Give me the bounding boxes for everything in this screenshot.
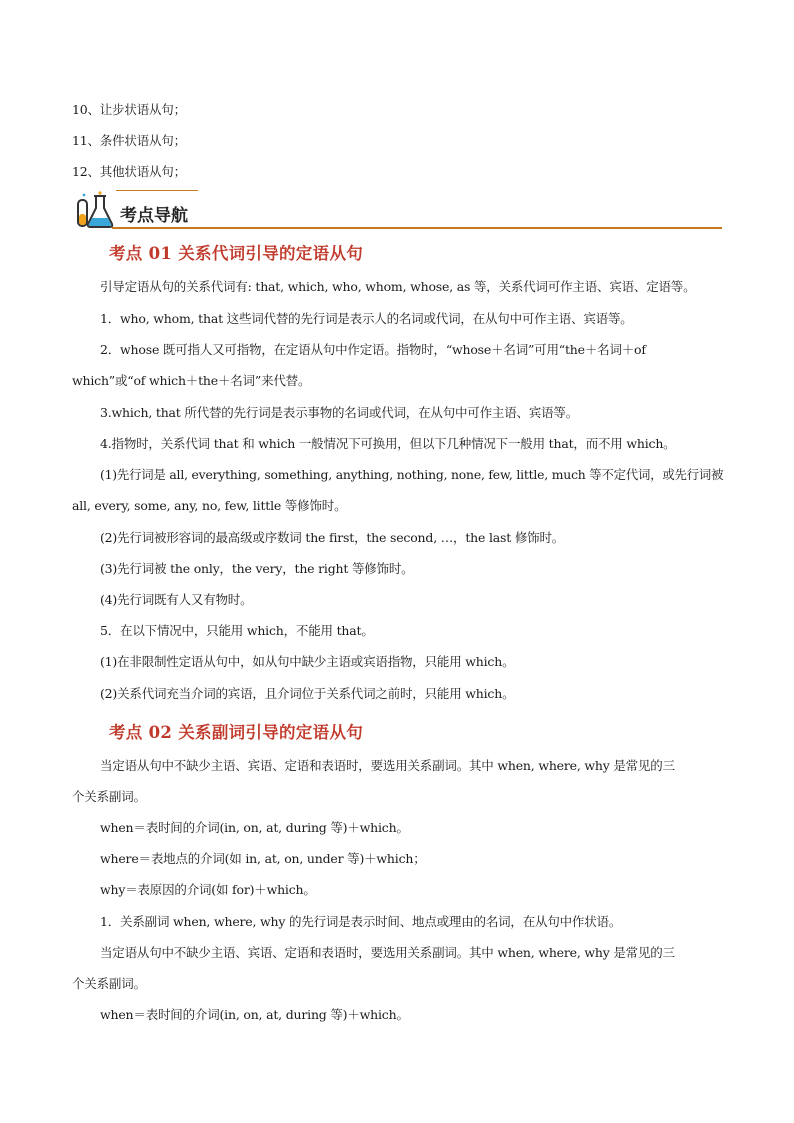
paragraph-line: why＝表原因的介词(如 for)＋which。 bbox=[100, 882, 316, 897]
paragraph-line: 3.which, that 所代替的先行词是表示事物的名词或代词，在从句中可作主语、宾语等。 bbox=[100, 405, 578, 420]
paragraph-line: when＝表时间的介词(in, on, at, during 等)＋which。 bbox=[100, 820, 409, 835]
banner-underline bbox=[112, 227, 722, 229]
paragraph-line: when＝表时间的介词(in, on, at, during 等)＋which。 bbox=[100, 1007, 409, 1022]
paragraph-line: (3)先行词被 the only，the very，the right 等修饰时。 bbox=[100, 561, 414, 576]
banner-top-line bbox=[116, 190, 198, 191]
paragraph-line: (2)关系代词充当介词的宾语，且介词位于关系代词之前时，只能用 which。 bbox=[100, 686, 515, 701]
paragraph-line: 4.指物时，关系代词 that 和 which 一般情况下可换用，但以下几种情况下一般用 that，而不用 which。 bbox=[100, 436, 676, 451]
section-heading-02: 考点 02 关系副词引导的定语从句 bbox=[109, 723, 364, 742]
paragraph-line: 5．在以下情况中，只能用 which，不能用 that。 bbox=[100, 623, 374, 638]
banner-title: 考点导航 bbox=[120, 206, 188, 226]
paragraph-line: (1)先行词是 all, everything, something, anything, nothing, none, few, little, much 等不定代词，或先行词被 bbox=[100, 467, 724, 482]
paragraph-line: 个关系副词。 bbox=[72, 789, 146, 804]
lab-flask-icon bbox=[72, 190, 116, 230]
paragraph-line: all, every, some, any, no, few, little 等修饰时。 bbox=[72, 498, 347, 513]
paragraph-line: 2．whose 既可指人又可指物，在定语从句中作定语。指物时，“whose＋名词”可用“the＋名词＋of bbox=[100, 342, 646, 357]
paragraph-line: (1)在非限制性定语从句中，如从句中缺少主语或宾语指物，只能用 which。 bbox=[100, 654, 515, 669]
list-item-10: 10、让步状语从句； bbox=[72, 102, 186, 117]
section-banner bbox=[72, 190, 722, 230]
paragraph-line: 个关系副词。 bbox=[72, 976, 146, 991]
paragraph-line: where＝表地点的介词(如 in, at, on, under 等)＋which； bbox=[100, 851, 426, 866]
section-heading-01: 考点 01 关系代词引导的定语从句 bbox=[109, 244, 364, 263]
paragraph-line: 1．who, whom, that 这些词代替的先行词是表示人的名词或代词，在从句中可作主语、宾语等。 bbox=[100, 311, 633, 326]
paragraph-line: (2)先行词被形容词的最高级或序数词 the first，the second, …，the last 修饰时。 bbox=[100, 530, 565, 545]
paragraph-line: 当定语从句中不缺少主语、宾语、定语和表语时，要选用关系副词。其中 when, where, why 是常见的三 bbox=[100, 945, 675, 960]
paragraph-line: which”或“of which＋the＋名词”来代替。 bbox=[72, 373, 311, 388]
paragraph-line: 引导定语从句的关系代词有: that, which, who, whom, whose, as 等，关系代词可作主语、宾语、定语等。 bbox=[100, 279, 696, 294]
list-item-11: 11、条件状语从句； bbox=[72, 133, 186, 148]
paragraph-line: 1．关系副词 when, where, why 的先行词是表示时间、地点或理由的名词，在从句中作状语。 bbox=[100, 914, 622, 929]
paragraph-line: (4)先行词既有人又有物时。 bbox=[100, 592, 253, 607]
list-item-12: 12、其他状语从句； bbox=[72, 164, 186, 179]
paragraph-line: 当定语从句中不缺少主语、宾语、定语和表语时，要选用关系副词。其中 when, where, why 是常见的三 bbox=[100, 758, 675, 773]
